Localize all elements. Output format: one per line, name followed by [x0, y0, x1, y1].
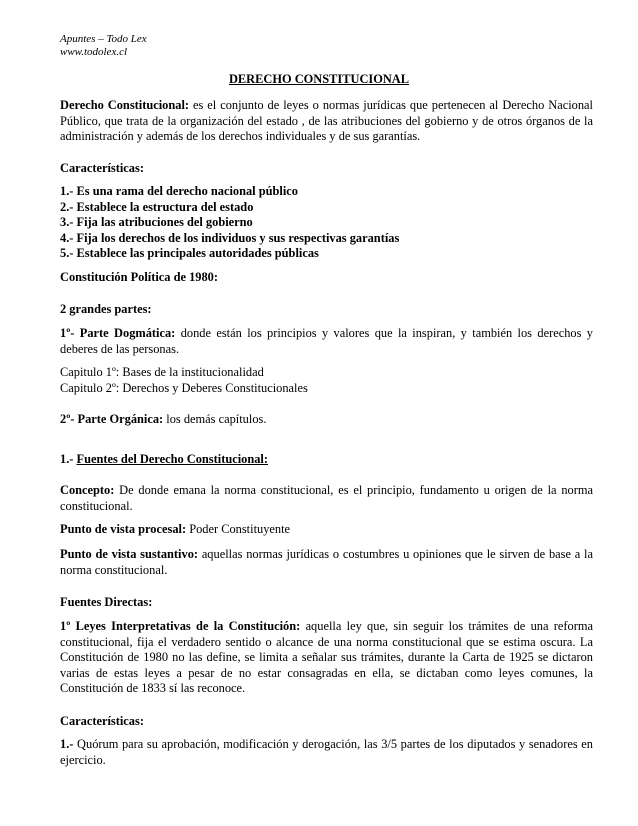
concepto-label: Concepto:: [60, 483, 115, 497]
list-item: 3.- Fija las atribuciones del gobierno: [60, 215, 253, 230]
quorum-text: Quórum para su aprobación, modificación y derogación, las 3/5 partes de los diputados y senadores en ejercicio.: [60, 737, 593, 767]
list-item: Capitulo 1º: Bases de la institucionalidad: [60, 365, 264, 379]
quorum-paragraph: [60, 737, 593, 768]
leyes-interpretativas-paragraph: [60, 619, 593, 697]
header-line-1: Apuntes – Todo Lex: [60, 33, 147, 45]
parte-organica-paragraph: [60, 412, 593, 428]
procesal-label: Punto de vista procesal:: [60, 522, 187, 536]
partes-heading: 2 grandes partes:: [60, 302, 152, 316]
parte-dogmatica-paragraph: [60, 326, 593, 357]
concepto-text: De donde emana la norma constitucional, es el principio, fundamento u origen de la norma constitucional.: [60, 483, 593, 513]
definition-text: es el conjunto de leyes o normas jurídicas que pertenecen al Derecho Nacional Público, que trata de la organización del estado , de las atribuciones del gobierno y de otros órganos de la administración y además de los derechos individuales y de sus garantías.: [60, 98, 593, 144]
document-title: DERECHO CONSTITUCIONAL: [228, 72, 410, 86]
caracteristicas-list: [60, 184, 593, 262]
section-1-title: Fuentes del Derecho Constitucional:: [76, 452, 268, 466]
definition-term: Derecho Constitucional:: [60, 98, 190, 112]
caracteristicas-heading: Características:: [60, 161, 144, 175]
capitulos-list: [60, 365, 593, 396]
page-header: [60, 33, 147, 59]
parte-organica-label: 2º- Parte Orgánica:: [60, 412, 164, 426]
fuentes-directas-heading: Fuentes Directas:: [60, 595, 153, 609]
quorum-label: 1.-: [60, 737, 74, 751]
constitucion-heading: Constitución Política de 1980:: [60, 270, 218, 284]
list-item: 4.- Fija los derechos de los individuos y sus respectivas garantías: [60, 230, 400, 245]
parte-dogmatica-text: donde están los principios y valores que la inspiran, y también los derechos y deberes de las personas.: [60, 326, 593, 356]
leyes-interpretativas-label: 1º Leyes Interpretativas de la Constitución:: [60, 619, 301, 633]
list-item: Capitulo 2º: Derechos y Deberes Constitucionales: [60, 380, 308, 395]
list-item: 1.- Es una rama del derecho nacional público: [60, 184, 298, 198]
leyes-interpretativas-text: aquella ley que, sin seguir los trámites de una reforma constitucional, fija el verdadero sentido o alcance de una norma constitucional que se estima oscura. La Constitución de 1980 no las define, se limita a señalar sus trámites, durante la Carta de 1925 se dictaron varias de estas leyes a pesar de no estar consagradas en ella, se dictaban como leyes comunes, la Constitución de 1833 sí las reconoce.: [60, 619, 593, 696]
parte-dogmatica-label: 1º- Parte Dogmática:: [60, 326, 176, 340]
procesal-text: Poder Constituyente: [189, 522, 291, 536]
caracteristicas-2-heading: Características:: [60, 714, 144, 728]
procesal-paragraph: [60, 522, 593, 538]
header-line-2: www.todolex.cl: [60, 46, 128, 58]
definition-paragraph: [60, 98, 593, 145]
sustantivo-label: Punto de vista sustantivo:: [60, 547, 199, 561]
sustantivo-text: aquellas normas jurídicas o costumbres u opiniones que le sirven de base a la norma constitucional.: [60, 547, 593, 577]
section-1-heading: [60, 452, 593, 468]
list-item: 2.- Establece la estructura del estado: [60, 199, 254, 214]
list-item: 5.- Establece las principales autoridades públicas: [60, 246, 319, 261]
sustantivo-paragraph: [60, 547, 593, 578]
section-1-number: 1.-: [60, 452, 74, 466]
parte-organica-text: los demás capítulos.: [166, 412, 267, 426]
concepto-paragraph: [60, 483, 593, 514]
